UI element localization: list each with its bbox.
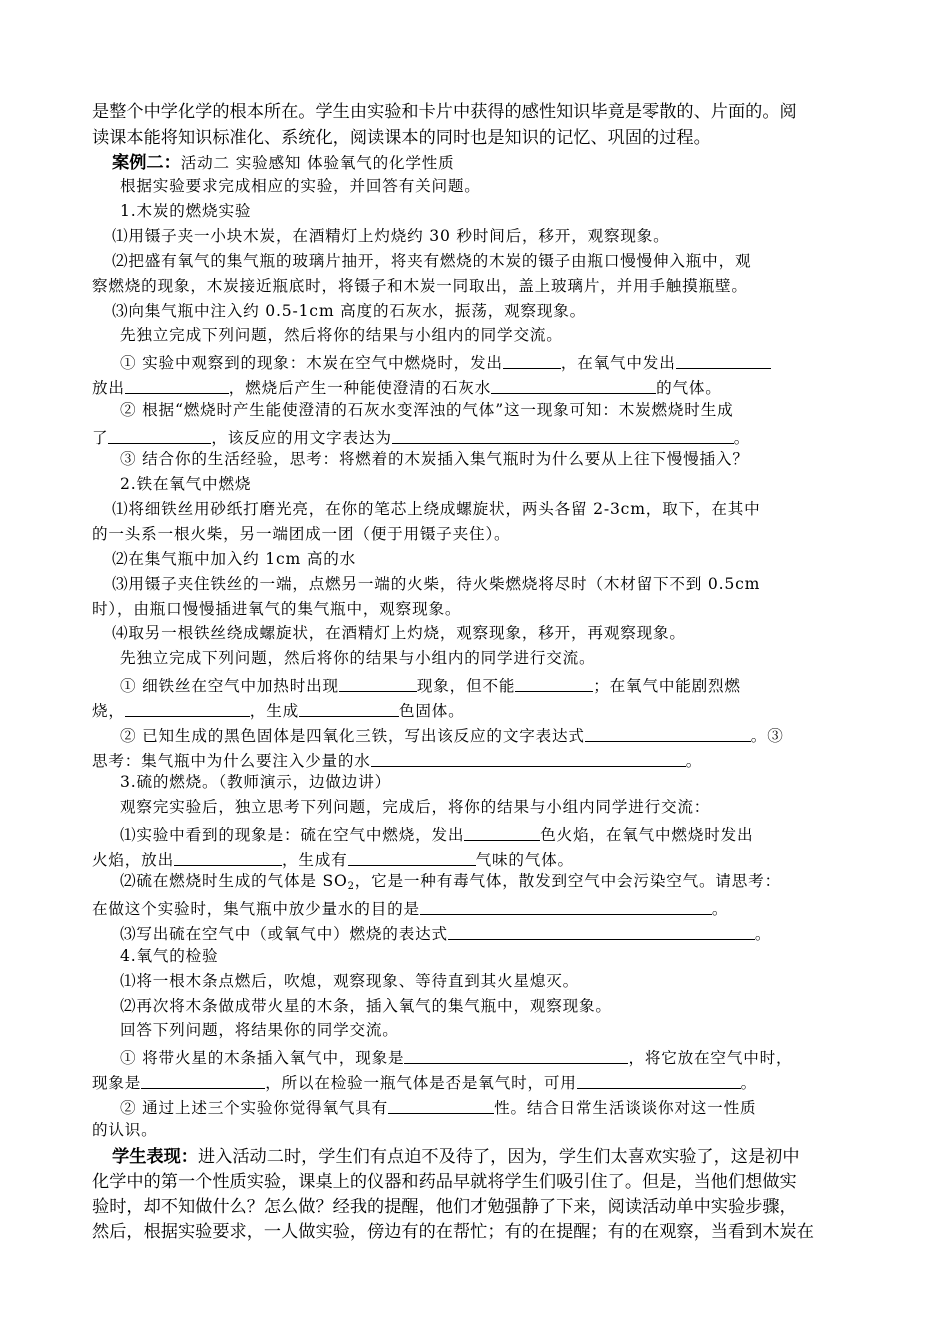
s4-q2-line-a: ② 通过上述三个实验你觉得氧气具有 性。结合日常生活谈谈你对这一性质 [120,1099,757,1117]
s2-q1-line-a: ① 细铁丝在空气中加热时出现 现象，但不能 ；在氧气中能剧烈燃 [120,677,741,695]
section-3-title: 3.硫的燃烧。（教师演示，边做边讲） [120,773,391,791]
answer-blank[interactable] [577,1073,741,1089]
answer-blank[interactable] [448,924,755,940]
s1-step-2b: 察燃烧的现象，木炭接近瓶底时，将镊子和木炭一同取出，盖上玻璃片，并用手触摸瓶壁。 [92,277,748,295]
section-2-title: 2.铁在氧气中燃烧 [120,475,252,493]
s4-q1-line-b: 现象是 ，所以在检验一瓶气体是否是氧气时，可用 。 [92,1074,758,1092]
s1-step-2a: ⑵把盛有氧气的集气瓶的玻璃片抽开，将夹有燃烧的木炭的镊子由瓶口慢慢伸入瓶中，观 [112,252,752,270]
instruction: 根据实验要求完成相应的实验，并回答有关问题。 [120,177,481,195]
s4-q1-line-a: ① 将带火星的木条插入氧气中，现象是 ，将它放在空气中时， [120,1049,793,1067]
s4-step-1: ⑴将一根木条点燃后，吹熄，观察现象、等待直到其火星熄灭。 [120,972,580,990]
s4-intro: 回答下列问题，将结果你的同学交流。 [120,1021,399,1039]
s3-q1-line-b: 火焰，放出 ，生成有 气味的气体。 [92,851,574,869]
answer-blank[interactable] [515,676,593,692]
answer-blank[interactable] [392,428,734,444]
s1-q3: ③ 结合你的生活经验，思考：将燃着的木炭插入集气瓶时为什么要从上往下慢慢插入？ [120,450,749,468]
answer-blank[interactable] [141,1073,265,1089]
answer-blank[interactable] [174,850,282,866]
s4-step-2: ⑵再次将木条做成带火星的木条，插入氧气的集气瓶中，观察现象。 [120,997,612,1015]
answer-blank[interactable] [125,701,250,717]
case-heading [112,155,455,172]
s2-q3-line: 思考：集气瓶中为什么要注入少量的水 。 [92,752,703,770]
answer-blank[interactable] [339,676,417,692]
answer-blank[interactable] [125,378,229,394]
performance-line-4: 然后，根据实验要求，一人做实验，傍边有的在帮忙；有的在提醒；有的在观察，当看到木炭在 [92,1222,814,1242]
answer-blank[interactable] [404,1048,628,1064]
s2-step-3a: ⑶用镊子夹住铁丝的一端，点燃另一端的火柴，待火柴燃烧将尽时（木材留下不到 0.5cm [112,575,761,593]
answer-blank[interactable] [464,825,540,841]
s4-q2-line-b: 的认识。 [92,1121,158,1139]
s1-q1-line-a: ① 实验中观察到的现象：木炭在空气中燃烧时，发出 ，在氧气中发出 [120,353,771,372]
performance-line-3: 验时，却不知做什么？怎么做？经我的提醒，他们才勉强静了下来，阅读活动单中实验步骤， [92,1197,797,1217]
s1-step-1: ⑴用镊子夹一小块木炭，在酒精灯上灼烧约 30 秒时间后，移开，观察现象。 [112,227,670,245]
s2-q1-line-b: 烧， ，生成 色固体。 [92,702,465,720]
s2-step-1b: 的一头系一根火柴，另一端团成一团（便于用镊子夹住）。 [92,525,511,543]
performance-label: 学生表现： [112,1147,198,1167]
s3-q3-line: ⑶写出硫在空气中（或氧气中）燃烧的表达式 。 [120,925,772,943]
case-subtitle: 活动二 实验感知 体验氧气的化学性质 [180,154,455,172]
performance-line-2: 化学中的第一个性质实验，课桌上的仪器和药品早就将学生们吸引住了。但是，当他们想做实 [92,1172,797,1192]
s1-intro: 先独立完成下列问题，然后将你的结果与小组内的同学交流。 [120,326,563,344]
s3-q2-line-b: 在做这个实验时，集气瓶中放少量水的目的是 。 [92,900,729,918]
answer-blank[interactable] [491,378,656,394]
s3-q2-line-a: ⑵硫在燃烧时生成的气体是 $SO_2$，它是一种有毒气体，散发到空气中会污染空气。请思考： [120,872,781,892]
case-title: 案例二： [112,153,181,173]
s1-step-3: ⑶向集气瓶中注入约 0.5-1cm 高度的石灰水，振荡，观察现象。 [112,302,587,320]
s1-q1-line-b: 放出 ，燃烧后产生一种能使澄清的石灰水 的气体。 [92,379,722,397]
answer-blank[interactable] [676,353,771,369]
answer-blank[interactable] [299,701,399,717]
s3-intro: 观察完实验后，独立思考下列问题，完成后，将你的结果与小组内同学进行交流： [120,798,711,816]
intro-line-2: 读课本能将知识标准化、系统化，阅读课本的同时也是知识的记忆、巩固的过程。 [92,128,711,148]
s2-step-1a: ⑴将细铁丝用砂纸打磨光亮，在你的笔芯上绕成螺旋状，两头各留 2-3cm，取下，在其中 [112,500,761,518]
s2-step-4: ⑷取另一根铁丝绕成螺旋状，在酒精灯上灼烧，观察现象，移开，再观察现象。 [112,624,686,642]
s1-q2-line-a: ② 根据“燃烧时产生能使澄清的石灰水变浑浊的气体”这一现象可知：木炭燃烧时生成 [120,401,734,419]
s1-q2-line-b: 了 ，该反应的用文字表达为 。 [92,429,751,447]
answer-blank[interactable] [503,353,561,369]
s2-step-2: ⑵在集气瓶中加入约 1cm 高的水 [112,550,357,568]
intro-line-1: 是整个中学化学的根本所在。学生由实验和卡片中获得的感性知识毕竟是零散的、片面的。阅 [92,102,797,122]
s3-q1-line-a: ⑴实验中看到的现象是：硫在空气中燃烧，发出 色火焰，在氧气中燃烧时发出 [120,826,754,844]
answer-blank[interactable] [420,899,712,915]
answer-blank[interactable] [348,850,476,866]
s2-q2-line: ② 已知生成的黑色固体是四氧化三铁，写出该反应的文字表达式 。③ [120,727,784,745]
answer-blank[interactable] [585,726,751,742]
answer-blank[interactable] [108,428,211,444]
s2-intro: 先独立完成下列问题，然后将你的结果与小组内的同学进行交流。 [120,649,596,667]
answer-blank[interactable] [371,751,686,767]
s2-step-3b: 时），由瓶口慢慢插进氧气的集气瓶中，观察现象。 [92,600,462,618]
section-4-title: 4.氧气的检验 [120,947,219,965]
answer-blank[interactable] [388,1098,494,1114]
section-1-title: 1.木炭的燃烧实验 [120,202,252,220]
performance-line-1: 学生表现：进入活动二时，学生们有点迫不及待了，因为，学生们太喜欢实验了，这是初中 [112,1147,800,1167]
